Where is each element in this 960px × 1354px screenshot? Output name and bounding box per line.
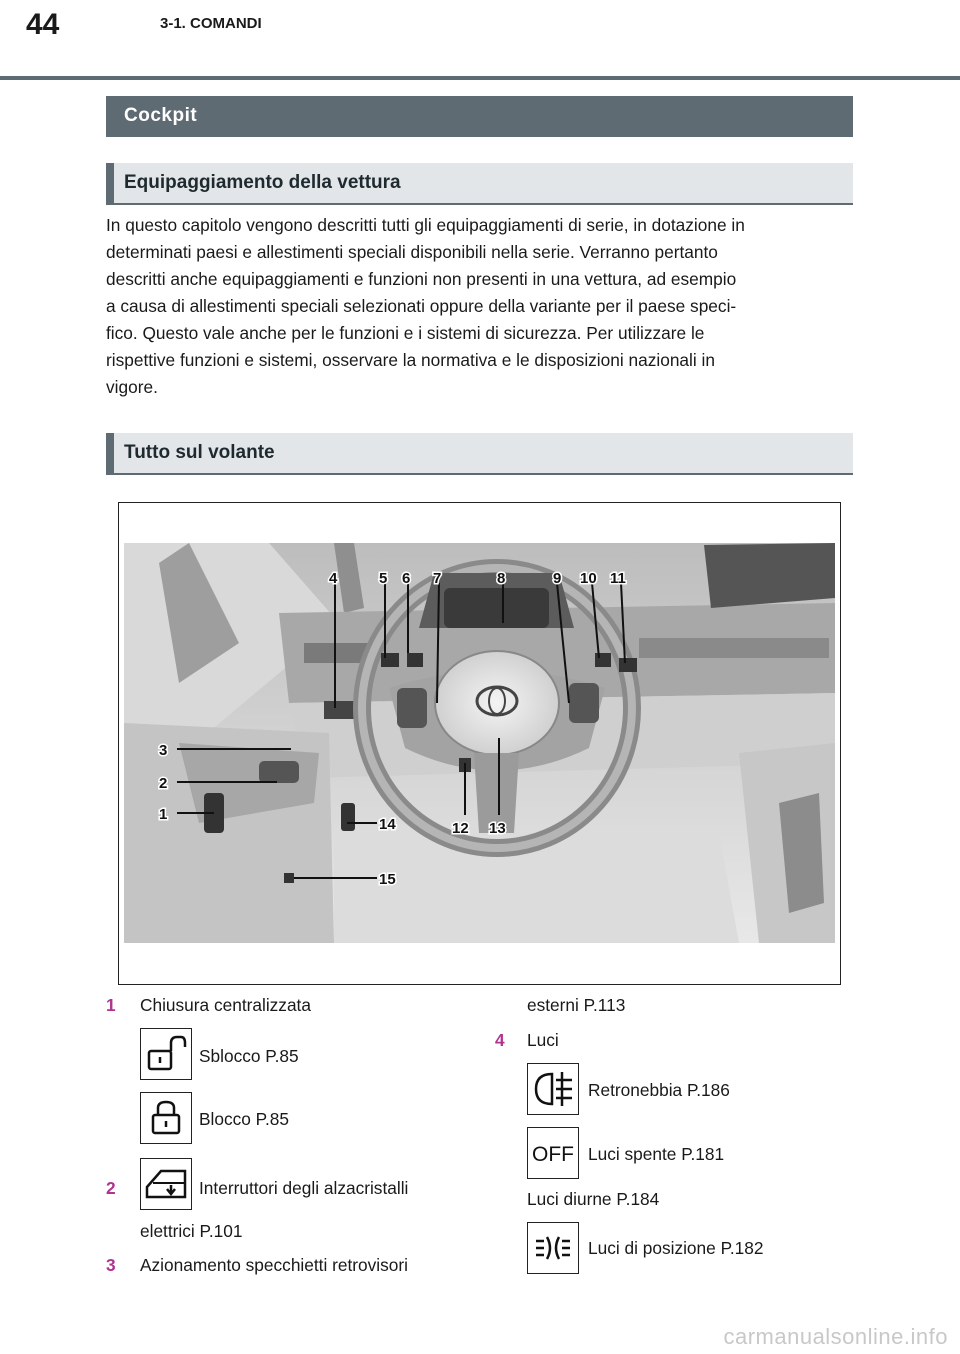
intro-paragraph [106,212,856,401]
paragraph-line: vigore. [106,377,158,397]
rear-fog-ref: Retronebbia P.186 [588,1080,730,1100]
chapter-title: 3-1. COMANDI [160,15,262,32]
paragraph-line: In questo capitolo vengono descritti tutti gli equipaggiamenti di serie, in dotazione in [106,215,745,235]
callout-8: 8 [497,570,506,587]
paragraph-line: a causa di allestimenti speciali selezionati oppure della variante per il paese speci- [106,296,737,316]
callout-3: 3 [159,742,168,759]
blocco-ref: Blocco P.85 [199,1109,289,1129]
off-icon-label: OFF [532,1143,574,1166]
subsection-marker [106,433,114,473]
subsection-header-steering [106,433,853,475]
subsection-marker [106,163,114,203]
callout-11: 11 [610,570,626,587]
item-label-lights: Luci [527,1030,559,1050]
paragraph-line: fico. Questo vale anche per le funzioni e i sistemi di sicurezza. Per utilizzare le [106,323,705,343]
item-number: 1 [106,995,116,1015]
callout-4: 4 [329,570,338,587]
callout-14: 14 [379,816,396,833]
callout-6: 6 [402,570,411,587]
sblocco-ref: Sblocco P.85 [199,1046,299,1066]
parking-lights-ref: Luci di posizione P.182 [588,1238,764,1258]
callout-15: 15 [379,871,396,888]
rear-fog-icon [527,1063,579,1115]
item-label-mirrors: Azionamento specchietti retrovisori [140,1255,408,1275]
subsection-title: Equipaggiamento della vettura [124,172,401,193]
callout-5: 5 [379,570,388,587]
callout-13: 13 [489,820,506,837]
subsection-header-equipment [106,163,853,205]
section-title: Cockpit [124,105,198,126]
header-rule [0,76,960,80]
callout-9: 9 [553,570,562,587]
page-number: 44 [26,8,60,41]
callout-2: 2 [159,775,168,792]
item-number: 2 [106,1178,116,1198]
item-label-central-locking: Chiusura centralizzata [140,995,311,1015]
cockpit-drawing [119,503,840,984]
subsection-title: Tutto sul volante [124,442,275,463]
item-number: 3 [106,1255,116,1275]
section-title-bar [106,96,853,137]
watermark: carmanualsonline.info [723,1324,948,1349]
callout-1: 1 [159,806,168,823]
daytime-lights-ref: Luci diurne P.184 [527,1189,660,1209]
paragraph-line: rispettive funzioni e sistemi, osservare la normativa e le disposizioni nazionali in [106,350,715,370]
paragraph-line: determinati paesi e allestimenti speciali disponibili nella serie. Verranno pertanto [106,242,718,262]
window-switches-ref: elettrici P.101 [140,1221,243,1241]
mirrors-ref: esterni P.113 [527,995,626,1015]
callout-7: 7 [433,570,442,587]
window-switch-icon [140,1158,192,1210]
cockpit-illustration [118,502,841,985]
callout-12: 12 [452,820,469,837]
callout-10: 10 [580,570,597,587]
parking-light-icon [527,1222,579,1274]
paragraph-line: descritti anche equipaggiamenti e funzioni non presenti in una vettura, ad esempio [106,269,737,289]
item-label-window-switches: Interruttori degli alzacristalli [199,1178,409,1198]
unlock-icon [140,1028,192,1080]
lights-off-ref: Luci spente P.181 [588,1144,725,1164]
lock-icon [140,1092,192,1144]
item-number: 4 [495,1030,505,1050]
off-icon [527,1127,579,1179]
